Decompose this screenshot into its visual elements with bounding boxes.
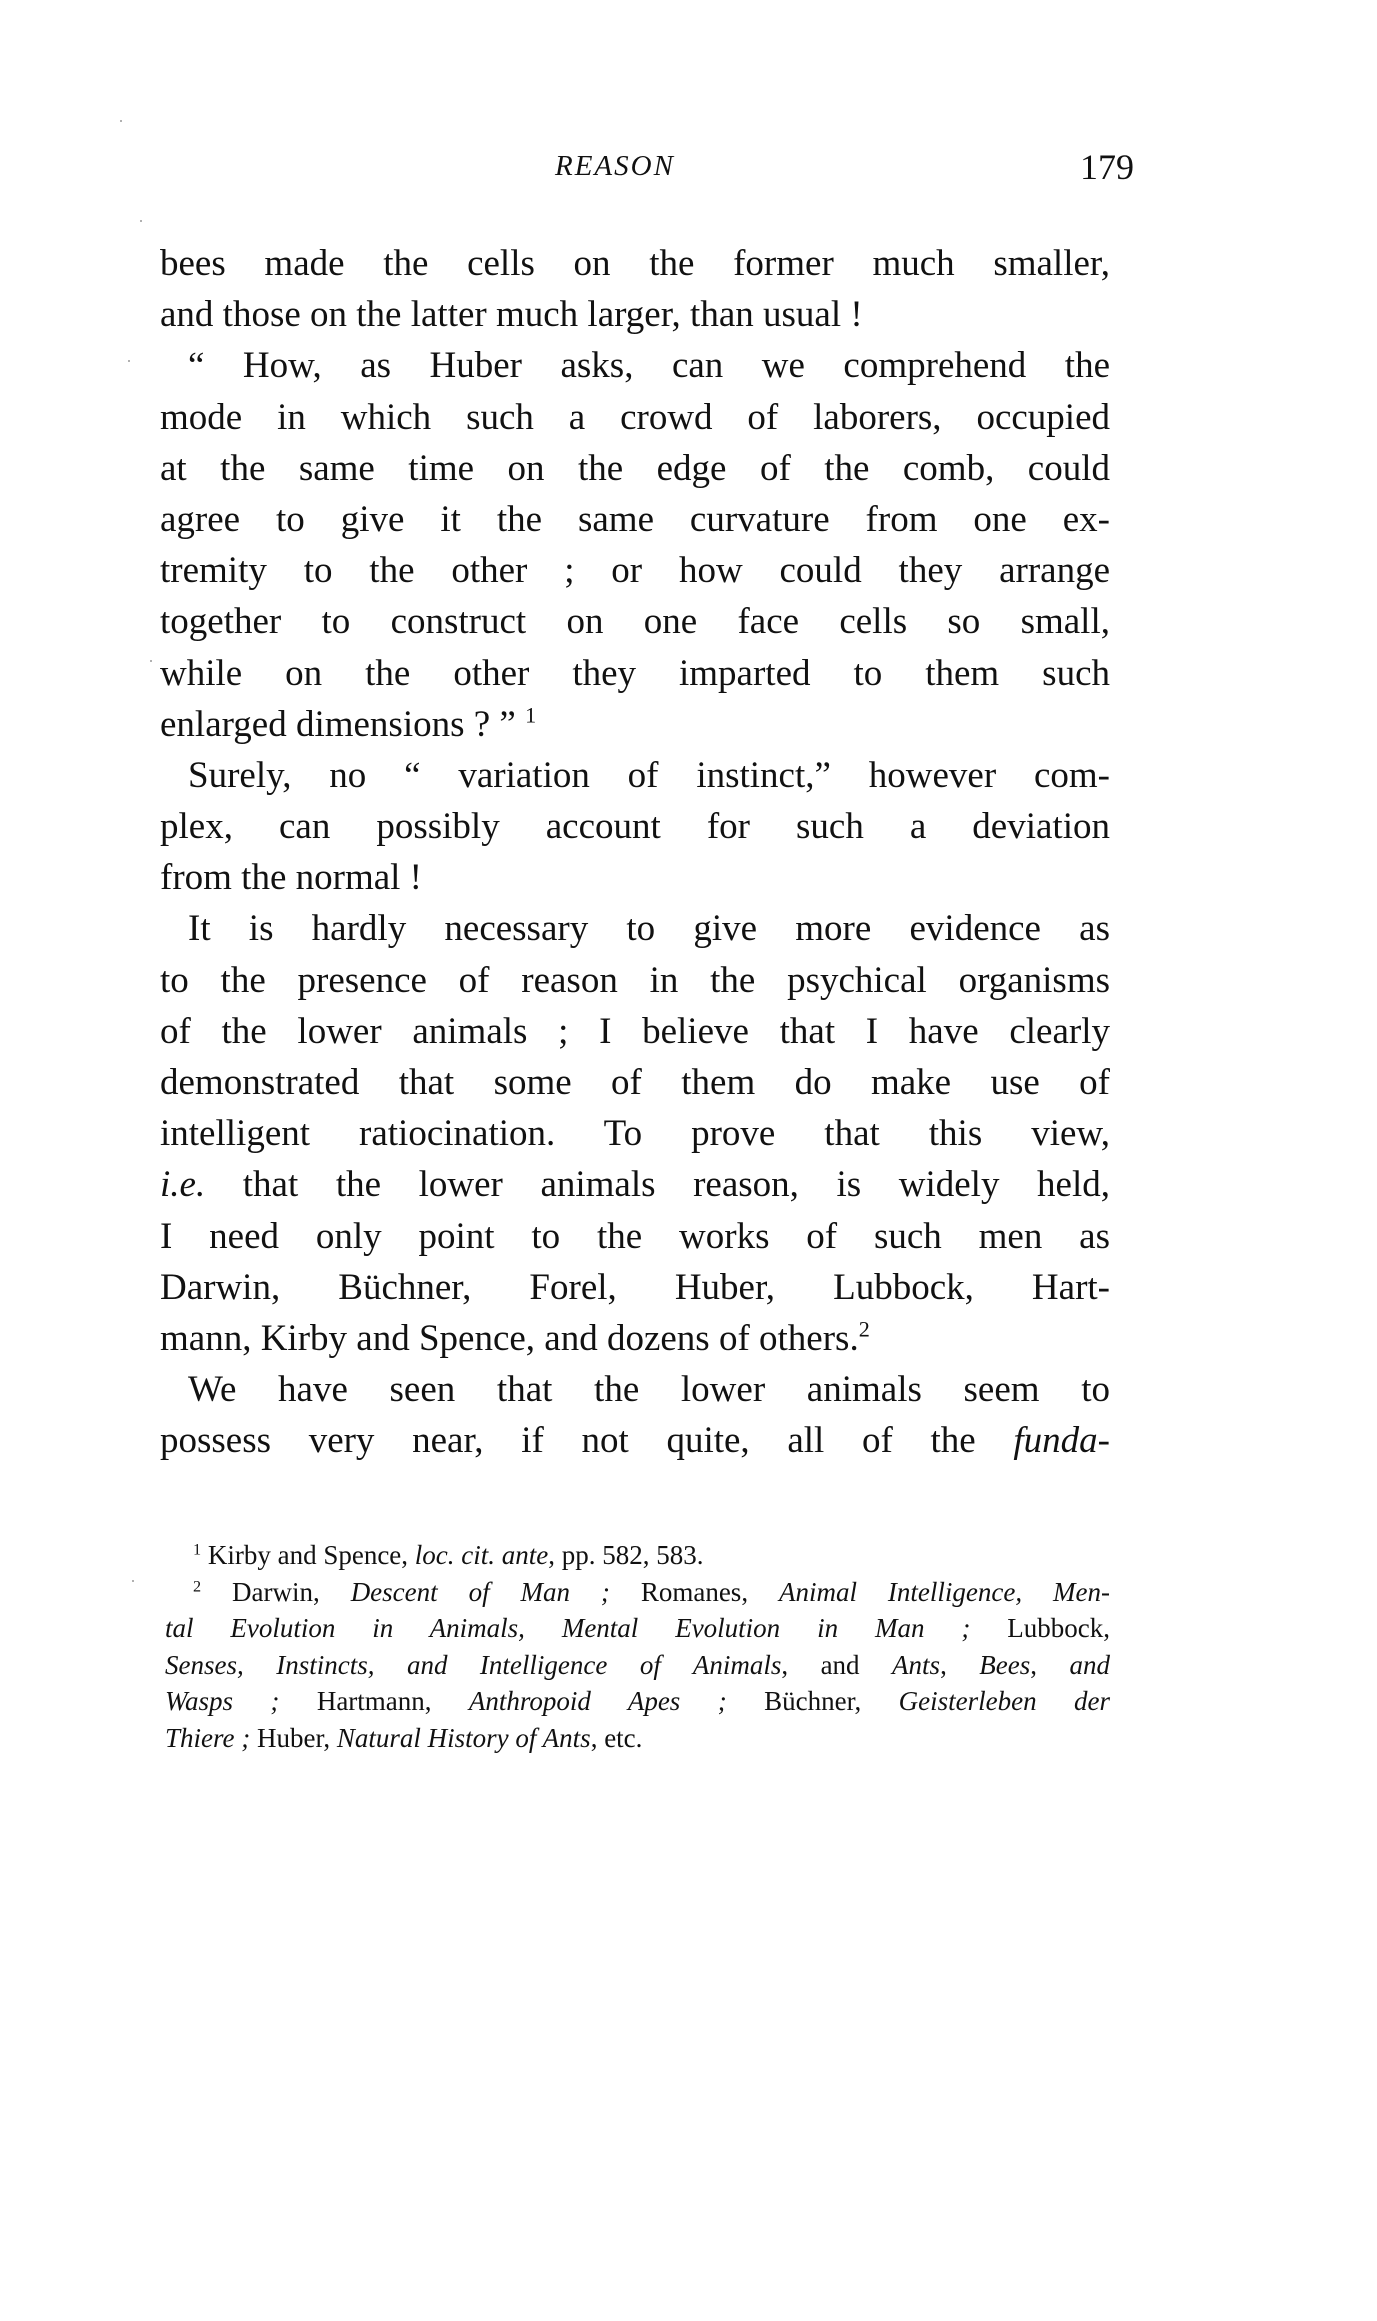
text-line: from the normal !	[160, 857, 422, 899]
text-line: demonstrated that some of them do make use of	[160, 1062, 1110, 1103]
text-span: mann, Kirby and Spence, and dozens of others.	[160, 1317, 859, 1359]
italic-span: and	[1069, 1649, 1110, 1680]
text-line: and those on the latter much larger, than usual !	[160, 294, 863, 336]
text-span: Büchner,	[726, 1686, 899, 1716]
text-span: , pp. 582, 583.	[548, 1540, 704, 1570]
text-line: It is hardly necessary to give more evidence as	[188, 908, 1110, 950]
italic-span: Thiere ;	[165, 1722, 251, 1753]
text-line: “ How, as Huber asks, can we comprehend the	[188, 345, 1110, 387]
footnote-marker-1: 1	[193, 1540, 202, 1559]
footnote-1	[165, 1537, 1110, 1574]
text-line: Surely, no “ variation of instinct,” however com-	[188, 754, 1110, 796]
text-span: , and	[781, 1649, 893, 1680]
italic-span: Ants	[892, 1649, 941, 1680]
body-text	[160, 238, 1110, 1467]
italic-span: tal Evolution in Animals, Mental Evolution in Man ;	[165, 1613, 971, 1643]
text-line	[160, 1159, 1110, 1210]
text-span: ,	[940, 1649, 980, 1680]
italic-ie: i.e.	[160, 1164, 206, 1206]
footnote-ref-2[interactable]: 2	[858, 1316, 870, 1342]
text-span: Kirby and Spence,	[207, 1540, 415, 1570]
text-line: I need only point to the works of such men as	[160, 1215, 1110, 1257]
running-head: REASON	[555, 150, 675, 182]
text-line: tremity to the other ; or how could they arrange	[160, 550, 1110, 592]
italic-funda: funda-	[1013, 1420, 1111, 1462]
italic-span: Animal Intelligence, Men-	[779, 1576, 1110, 1607]
italic-span: Descent of Man ;	[350, 1576, 610, 1607]
text-span: Hartmann,	[279, 1686, 469, 1716]
footnote-ref-1[interactable]: 1	[525, 702, 537, 728]
footnote-2-line-4	[165, 1683, 1110, 1720]
text-span: Darwin,	[232, 1576, 351, 1607]
text-line	[160, 1415, 1110, 1466]
text-span: that the lower animals reason, is widely held,	[242, 1164, 1110, 1206]
footnotes	[165, 1537, 1110, 1756]
page-number: 179	[1080, 147, 1134, 187]
text-span: , etc.	[590, 1722, 643, 1753]
italic-span: Natural History of Ants	[336, 1722, 591, 1753]
speck	[132, 1580, 134, 1582]
text-line: agree to give it the same curvature from one ex-	[160, 498, 1110, 540]
text-line: Darwin, Büchner, Forel, Huber, Lubbock, Hart-	[160, 1266, 1110, 1308]
speck	[120, 120, 122, 122]
speck	[128, 360, 130, 362]
text-line	[160, 1313, 1110, 1364]
text-span: Lubbock,	[970, 1613, 1110, 1643]
italic-span: loc. cit. ante	[414, 1540, 549, 1570]
italic-span: Bees	[979, 1649, 1031, 1680]
text-span: possess very near, if not quite, all of the	[160, 1420, 976, 1462]
italic-span: Anthropoid Apes ;	[468, 1686, 727, 1716]
text-span: ,	[1030, 1649, 1070, 1680]
text-line: while on the other they imparted to them such	[160, 652, 1110, 694]
footnote-2-line-5	[165, 1720, 1110, 1757]
footnote-2-line-3	[165, 1647, 1110, 1684]
text-span: Romanes,	[609, 1576, 779, 1607]
speck	[140, 220, 142, 222]
footnote-2-line-1	[165, 1574, 1110, 1611]
text-line: of the lower animals ; I believe that I have clearly	[160, 1010, 1110, 1052]
speck	[150, 660, 152, 662]
text-line	[160, 699, 1110, 750]
italic-span: Wasps ;	[165, 1686, 280, 1716]
italic-span: Senses, Instincts, and Intelligence of Animals	[165, 1649, 782, 1680]
italic-span: Geisterleben der	[898, 1686, 1110, 1716]
footnote-marker-2: 2	[193, 1576, 202, 1595]
text-line: plex, can possibly account for such a deviation	[160, 806, 1110, 848]
text-line: We have seen that the lower animals seem to	[188, 1369, 1110, 1411]
text-span: Huber,	[250, 1722, 337, 1753]
text-line: together to construct on one face cells so small,	[160, 601, 1110, 643]
scan-noise	[110, 100, 170, 1400]
text-span: enlarged dimensions ? ”	[160, 703, 516, 745]
text-line: mode in which such a crowd of laborers, occupied	[160, 396, 1110, 438]
page-header	[0, 147, 1377, 200]
text-line: to the presence of reason in the psychical organisms	[160, 959, 1110, 1001]
text-line: at the same time on the edge of the comb, could	[160, 447, 1110, 489]
text-line: bees made the cells on the former much smaller,	[160, 243, 1110, 284]
text-line: intelligent ratiocination. To prove that this view,	[160, 1113, 1110, 1155]
footnote-2-line-2	[165, 1610, 1110, 1647]
